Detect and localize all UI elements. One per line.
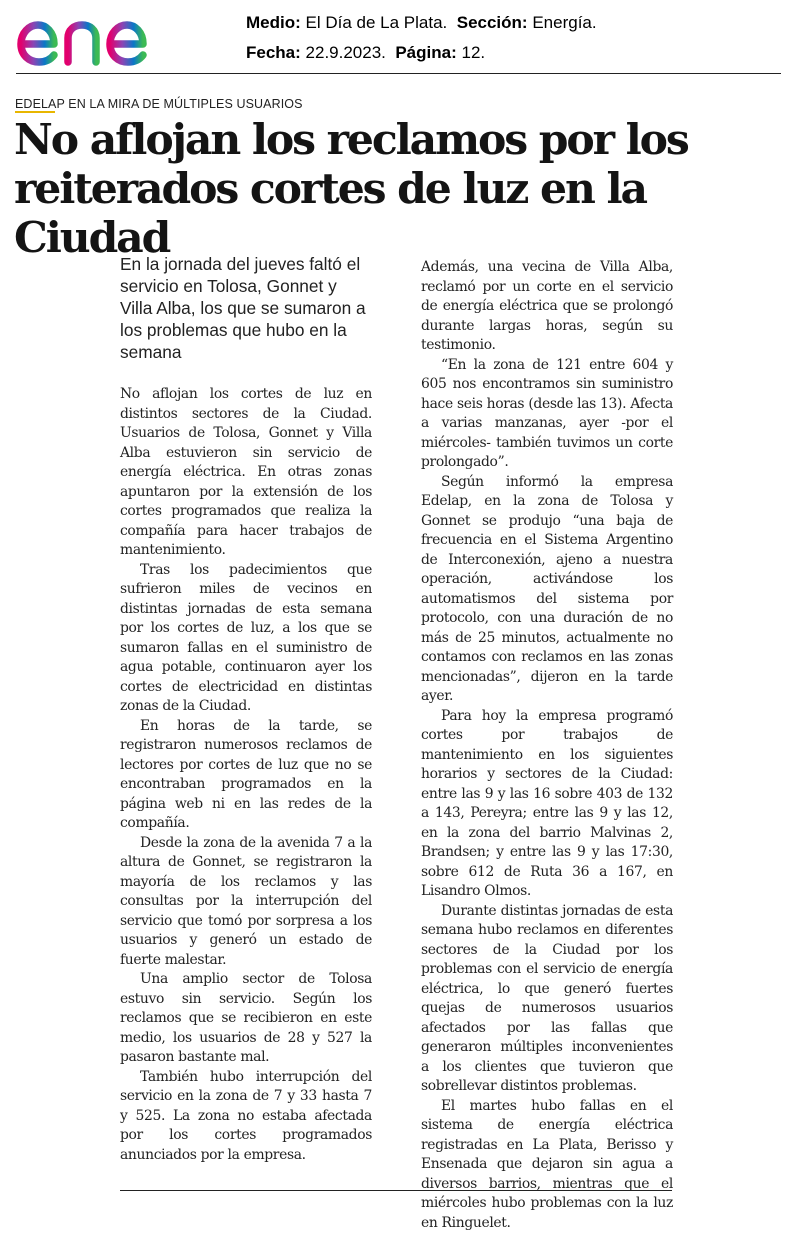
body-paragraph: No aflojan los cortes de luz en distintos sectores de la Ciudad. Usuarios de Tolosa, Gonnet y Villa Alba estuvieron sin servicio de energía eléctrica. En otras zonas apuntaron por la extensión de los cortes programados que realiza la compañía para hacer trabajos de mantenimiento. <box>120 385 372 561</box>
body-paragraph: Desde la zona de la avenida 7 a la altura de Gonnet, se registraron la mayoría de los reclamos y las consultas por la interrupción del servicio que tomó por sorpresa a los usuarios y generó un estado de fuerte malestar. <box>120 834 372 971</box>
body-paragraph: Según informó la empresa Edelap, en la zona de Tolosa y Gonnet se produjo “una baja de frecuencia en el Sistema Argentino de Interconexión, ajeno a nuestra operación, activándose los automatismos del sistema por protocolo, con una duración de no más de 25 minutos, actualmente no contamos con reclamos en las zonas mencionadas”, dijeron en la tarde ayer. <box>421 473 673 707</box>
seccion-value: Energía. <box>532 13 596 32</box>
meta-line-2 <box>246 38 597 68</box>
article-kicker: EDELAP EN LA MIRA DE MÚLTIPLES USUARIOS <box>15 97 303 111</box>
logo-wordmark <box>181 6 182 7</box>
body-paragraph: Durante distintas jornadas de esta semana hubo reclamos en diferentes sectores de la Ciudad por los problemas con el servicio de energía eléctrica, lo que generó fuertes quejas de numerosos usuarios afectados por las fallas que generaron múltiples inconvenientes a los clientes que tuvieron que sobrellevar distintos problemas. <box>421 902 673 1097</box>
body-paragraph: “En la zona de 121 entre 604 y 605 nos encontramos sin suministro hace seis horas (desde las 13). Afecta a varias manzanas, ayer -por el miércoles- también tuvimos un corte prolongado”. <box>421 356 673 473</box>
body-paragraph: Para hoy la empresa programó cortes por trabajos de mantenimiento en los siguientes horarios y sectores de la Ciudad: entre las 9 y las 16 sobre 403 de 132 a 143, Pereyra; entre las 9 y las 12, en la zona del barrio Malvinas 2, Brandsen; y entre las 9 y las 17:30, sobre 612 de Ruta 36 a 167, en Lisandro Olmos. <box>421 707 673 902</box>
article-headline: No aflojan los reclamos por los reiterados cortes de luz en la Ciudad <box>14 116 794 263</box>
body-paragraph: Una amplio sector de Tolosa estuvo sin servicio. Según los reclamos que se recibieron en este medio, los usuarios de 28 y 527 la pasaron bastante mal. <box>120 970 372 1068</box>
meta-line-1 <box>246 8 597 38</box>
enel-logo <box>16 6 181 68</box>
article-lead: En la jornada del jueves faltó el servicio en Tolosa, Gonnet y Villa Alba, los que se sumaron a los problemas que hubo en la semana <box>120 253 372 363</box>
body-paragraph: El martes hubo fallas en el sistema de energía eléctrica registradas en La Plata, Berisso y Ensenada que dejaron sin agua a diversos barrios, mientras que el miércoles hubo problemas con la luz en Ringuelet. <box>421 1097 673 1233</box>
article-column-right <box>421 258 673 1233</box>
body-paragraph: En horas de la tarde, se registraron numerosos reclamos de lectores por cortes de luz que no se encontraban programados en la página web ni en las redes de la compañía. <box>120 717 372 834</box>
body-paragraph: Tras los padecimientos que sufrieron miles de vecinos en distintas jornadas de esta semana por los cortes de luz, a los que se sumaron fallas en el suministro de agua potable, continuaron ayer los cortes de electricidad en distintas zonas de la Ciudad. <box>120 561 372 717</box>
pagina-label: Página: <box>395 43 456 62</box>
top-divider <box>16 73 781 74</box>
bottom-divider <box>120 1190 672 1191</box>
medio-value: El Día de La Plata. <box>306 13 448 32</box>
article-column-left <box>120 253 372 1165</box>
body-paragraph: También hubo interrupción del servicio en la zona de 7 y 33 hasta 7 y 525. La zona no estaba afectada por los cortes programados anunciados por la empresa. <box>120 1068 372 1166</box>
kicker-underline <box>15 111 55 113</box>
clipping-metadata <box>246 8 597 68</box>
fecha-label: Fecha: <box>246 43 301 62</box>
fecha-value: 22.9.2023. <box>306 43 386 62</box>
body-paragraph: Además, una vecina de Villa Alba, reclamó por un corte en el servicio de energía eléctrica que se prolongó durante largas horas, según su testimonio. <box>421 258 673 356</box>
pagina-value: 12. <box>461 43 485 62</box>
medio-label: Medio: <box>246 13 301 32</box>
seccion-label: Sección: <box>457 13 528 32</box>
